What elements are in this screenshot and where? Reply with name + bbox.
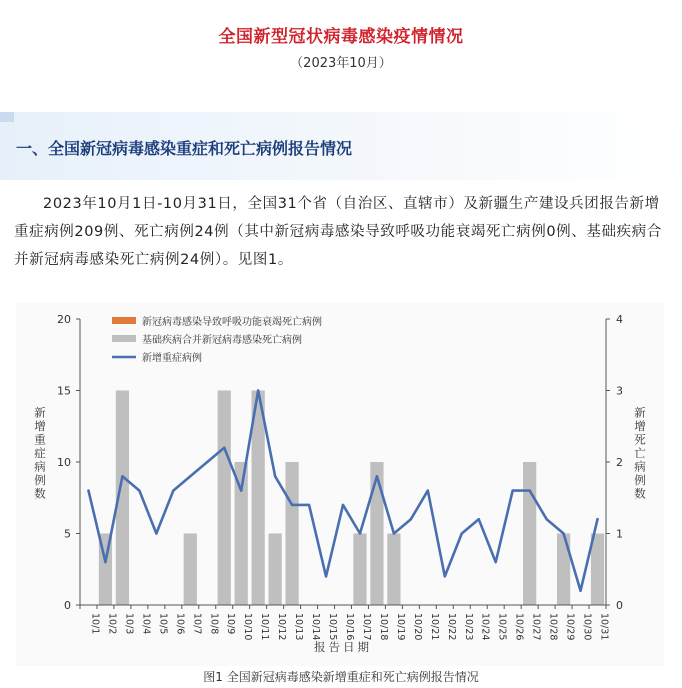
severe-cases-point	[359, 532, 361, 534]
y-tick-label-right: 1	[616, 527, 623, 541]
y-tick-label-right: 2	[616, 456, 623, 469]
death-bar	[387, 534, 400, 606]
severe-cases-point	[104, 561, 106, 563]
severe-cases-point	[444, 575, 446, 577]
x-tick-label: 10/24	[479, 613, 491, 641]
severe-cases-point	[291, 504, 293, 506]
severe-cases-point	[155, 532, 157, 534]
y-tick-label-right: 3	[616, 384, 623, 398]
x-tick-label: 10/16	[344, 613, 355, 641]
y-tick-label-right: 4	[616, 313, 623, 326]
section-corner-decoration	[0, 112, 14, 122]
severe-cases-point	[325, 575, 327, 577]
severe-cases-point	[596, 518, 598, 520]
severe-cases-point	[342, 504, 344, 506]
severe-cases-point	[189, 475, 191, 477]
x-tick-label: 10/9	[225, 613, 237, 635]
severe-cases-point	[121, 475, 123, 477]
x-tick-label: 10/30	[581, 613, 593, 641]
severe-cases-point	[495, 561, 497, 563]
severe-cases-point	[138, 489, 140, 491]
death-bar	[353, 534, 366, 606]
x-tick-label: 10/6	[174, 613, 186, 635]
severe-cases-point	[274, 475, 276, 477]
x-tick-label: 10/23	[462, 613, 474, 641]
summary-paragraph: 2023年10月1日-10月31日，全国31个省（自治区、直辖市）及新疆生产建设兵团报告新增重症病例209例、死亡病例24例（其中新冠病毒感染导致呼吸功能衰竭死亡病例0例、基础疾病合并新冠病毒感染死亡病例24例）。见图1。	[14, 196, 662, 268]
x-tick-label: 10/8	[208, 613, 220, 635]
y-axis-title-right: 新增死亡病例数	[634, 405, 646, 501]
x-tick-label: 10/1	[89, 613, 101, 635]
y-tick-label-left: 5	[64, 527, 71, 541]
legend-swatch	[112, 335, 136, 342]
death-bar	[370, 462, 383, 605]
death-bar	[285, 462, 298, 605]
x-tick-label: 10/10	[242, 613, 254, 641]
severe-cases-point	[206, 461, 208, 463]
x-tick-label: 10/21	[428, 613, 440, 641]
y-tick-label-left: 0	[64, 599, 71, 612]
death-bar	[218, 391, 231, 606]
chart-container	[16, 303, 664, 666]
death-bar	[184, 534, 197, 606]
x-tick-label: 10/18	[377, 613, 389, 641]
x-tick-label: 10/26	[513, 613, 525, 641]
severe-cases-point	[376, 475, 378, 477]
x-tick-label: 10/2	[106, 613, 118, 635]
severe-cases-point	[240, 489, 242, 491]
death-bar	[557, 534, 570, 606]
y-tick-label-left: 10	[57, 456, 71, 469]
x-tick-label: 10/22	[445, 613, 457, 641]
severe-cases-point	[410, 518, 412, 520]
legend-label: 新增重症病例	[142, 353, 202, 364]
severe-cases-point	[478, 518, 480, 520]
x-tick-label: 10/29	[564, 613, 576, 641]
y-axis-title-left: 新增重症病例数	[34, 405, 46, 501]
x-tick-label: 10/12	[276, 613, 288, 641]
legend-label: 新冠病毒感染导致呼吸功能衰竭死亡病例	[142, 317, 322, 328]
page-title: 全国新型冠状病毒感染疫情情况	[218, 27, 464, 47]
y-tick-label-right: 0	[616, 599, 623, 612]
legend	[112, 315, 322, 364]
severe-cases-point	[308, 504, 310, 506]
severe-cases-point	[461, 532, 463, 534]
x-tick-label: 10/19	[394, 613, 406, 641]
x-tick-label: 10/14	[310, 613, 322, 641]
y-tick-label-left: 15	[57, 384, 71, 398]
x-tick-label: 10/25	[496, 613, 508, 641]
x-axis-title: 报告日期	[314, 640, 372, 654]
severe-cases-point	[172, 489, 174, 491]
combo-chart	[16, 303, 664, 666]
severe-cases-point	[427, 489, 429, 491]
x-tick-label: 10/13	[293, 613, 305, 641]
severe-cases-point	[511, 489, 513, 491]
legend-swatch	[112, 317, 136, 324]
severe-cases-point	[545, 518, 547, 520]
x-tick-label: 10/5	[157, 613, 169, 635]
x-tick-label: 10/28	[547, 613, 559, 641]
x-tick-label: 10/4	[140, 613, 152, 635]
severe-cases-point	[257, 389, 259, 391]
death-bar	[523, 462, 536, 605]
severe-cases-line	[88, 391, 597, 591]
x-tick-label: 10/27	[530, 613, 542, 641]
severe-cases-point	[579, 590, 581, 592]
x-tick-label: 10/3	[123, 613, 135, 635]
x-tick-label: 10/15	[327, 613, 339, 641]
severe-cases-point	[393, 532, 395, 534]
x-tick-label: 10/17	[360, 613, 372, 641]
x-tick-label: 10/20	[411, 613, 423, 641]
chart-caption: 图1 全国新冠病毒感染新增重症和死亡病例报告情况	[203, 670, 479, 684]
legend-label: 基础疾病合并新冠病毒感染死亡病例	[142, 335, 302, 346]
section-title: 一、全国新冠病毒感染重症和死亡病例报告情况	[16, 139, 353, 158]
x-tick-label: 10/31	[598, 613, 610, 641]
death-bars-group	[99, 391, 604, 606]
page-subtitle: （2023年10月）	[290, 56, 392, 71]
severe-cases-point	[562, 532, 564, 534]
x-tick-label: 10/11	[259, 613, 271, 641]
y-tick-label-left: 20	[57, 313, 71, 326]
severe-cases-point	[87, 489, 89, 491]
x-tick-label: 10/7	[191, 613, 203, 635]
severe-cases-point	[223, 447, 225, 449]
severe-cases-point	[528, 489, 530, 491]
death-bar	[269, 534, 282, 606]
severe-line-group	[87, 389, 598, 592]
